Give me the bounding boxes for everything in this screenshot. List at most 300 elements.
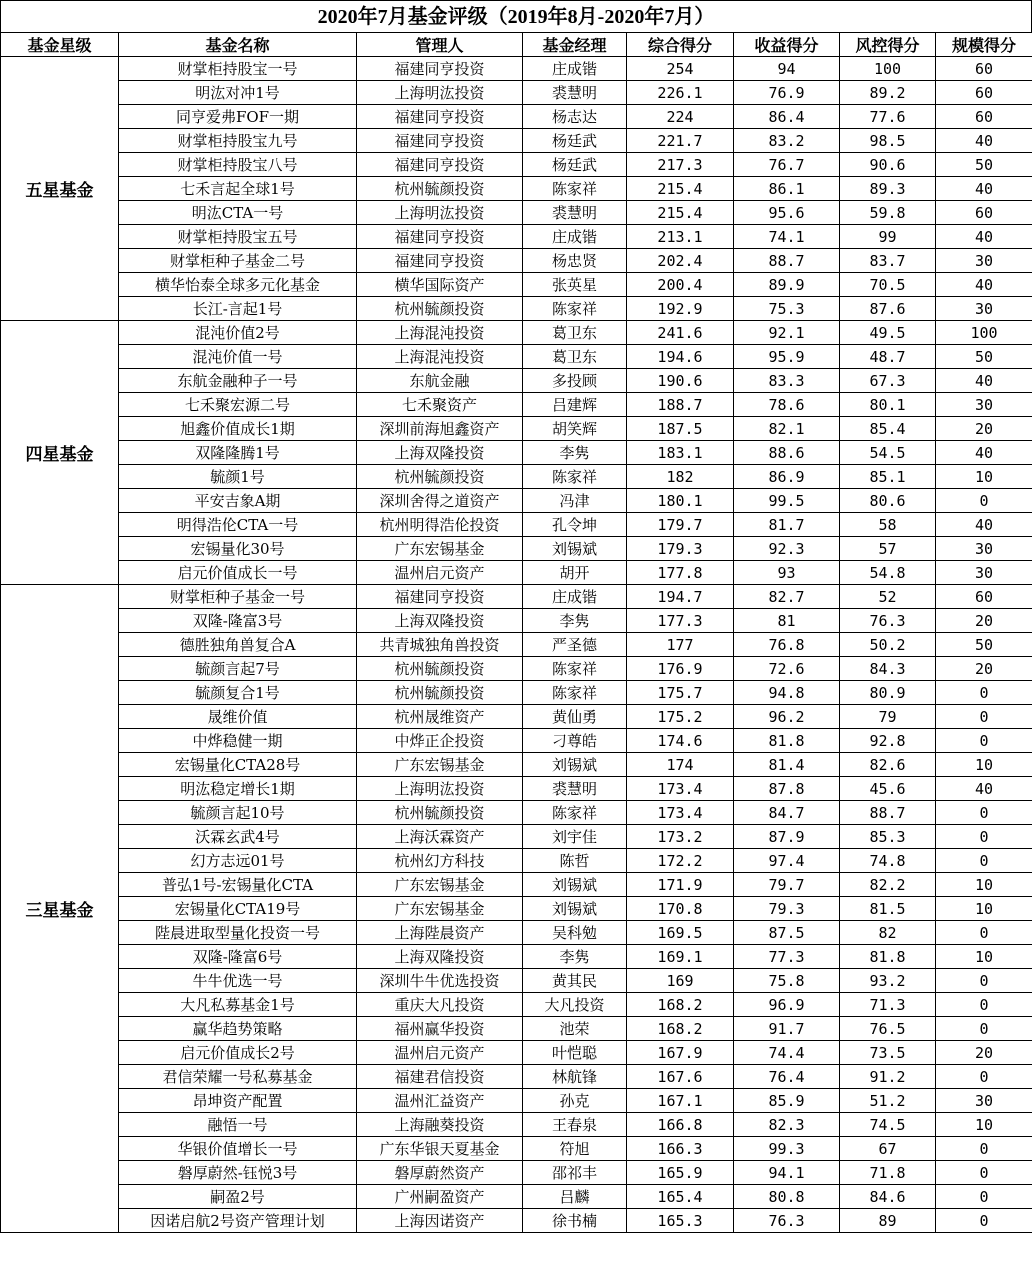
table-row xyxy=(1,1161,1032,1185)
return-score-cell: 75.8 xyxy=(734,969,840,993)
return-score-cell: 86.4 xyxy=(734,105,840,129)
return-score-cell: 76.7 xyxy=(734,153,840,177)
risk-score-cell: 50.2 xyxy=(840,633,936,657)
return-score-cell: 81.4 xyxy=(734,753,840,777)
fund-manager-cell: 张英星 xyxy=(523,273,627,297)
risk-score-cell: 90.6 xyxy=(840,153,936,177)
scale-score-cell: 0 xyxy=(936,1209,1032,1233)
total-score-cell: 221.7 xyxy=(627,129,734,153)
fund-name-cell: 长江-言起1号 xyxy=(119,297,357,321)
fund-name-cell: 财掌柜持股宝八号 xyxy=(119,153,357,177)
risk-score-cell: 89.3 xyxy=(840,177,936,201)
table-row xyxy=(1,1113,1032,1137)
return-score-cell: 79.3 xyxy=(734,897,840,921)
fund-name-cell: 宏锡量化CTA28号 xyxy=(119,753,357,777)
table-row xyxy=(1,1185,1032,1209)
fund-name-cell: 大凡私募基金1号 xyxy=(119,993,357,1017)
risk-score-cell: 80.1 xyxy=(840,393,936,417)
risk-score-cell: 84.6 xyxy=(840,1185,936,1209)
scale-score-cell: 0 xyxy=(936,993,1032,1017)
scale-score-cell: 0 xyxy=(936,729,1032,753)
return-score-cell: 76.9 xyxy=(734,81,840,105)
manager-firm-cell: 杭州毓颜投资 xyxy=(357,177,523,201)
scale-score-cell: 10 xyxy=(936,465,1032,489)
risk-score-cell: 67 xyxy=(840,1137,936,1161)
header-fund-name: 基金名称 xyxy=(119,33,357,57)
return-score-cell: 92.1 xyxy=(734,321,840,345)
fund-name-cell: 牛牛优选一号 xyxy=(119,969,357,993)
fund-name-cell: 宏锡量化30号 xyxy=(119,537,357,561)
risk-score-cell: 89.2 xyxy=(840,81,936,105)
total-score-cell: 194.6 xyxy=(627,345,734,369)
total-score-cell: 254 xyxy=(627,57,734,81)
fund-manager-cell: 刘锡斌 xyxy=(523,537,627,561)
manager-firm-cell: 福建同亨投资 xyxy=(357,585,523,609)
table-row xyxy=(1,633,1032,657)
total-score-cell: 179.7 xyxy=(627,513,734,537)
fund-manager-cell: 庄成锴 xyxy=(523,57,627,81)
manager-firm-cell: 上海双隆投资 xyxy=(357,441,523,465)
risk-score-cell: 52 xyxy=(840,585,936,609)
return-score-cell: 77.3 xyxy=(734,945,840,969)
table-row xyxy=(1,177,1032,201)
return-score-cell: 74.1 xyxy=(734,225,840,249)
total-score-cell: 177 xyxy=(627,633,734,657)
table-row xyxy=(1,249,1032,273)
scale-score-cell: 40 xyxy=(936,777,1032,801)
scale-score-cell: 0 xyxy=(936,1065,1032,1089)
table-row xyxy=(1,873,1032,897)
risk-score-cell: 89 xyxy=(840,1209,936,1233)
total-score-cell: 167.6 xyxy=(627,1065,734,1089)
scale-score-cell: 20 xyxy=(936,1041,1032,1065)
risk-score-cell: 83.7 xyxy=(840,249,936,273)
return-score-cell: 86.9 xyxy=(734,465,840,489)
return-score-cell: 83.3 xyxy=(734,369,840,393)
manager-firm-cell: 上海融葵投资 xyxy=(357,1113,523,1137)
table-row xyxy=(1,441,1032,465)
table-row xyxy=(1,153,1032,177)
total-score-cell: 174 xyxy=(627,753,734,777)
table-row xyxy=(1,129,1032,153)
return-score-cell: 82.3 xyxy=(734,1113,840,1137)
fund-manager-cell: 林航锋 xyxy=(523,1065,627,1089)
rating-table xyxy=(0,32,1032,1233)
fund-name-cell: 启元价值成长2号 xyxy=(119,1041,357,1065)
scale-score-cell: 0 xyxy=(936,921,1032,945)
star-level-cell: 三星基金 xyxy=(1,585,119,1233)
fund-name-cell: 毓颜复合1号 xyxy=(119,681,357,705)
sheet-title: 2020年7月基金评级（2019年8月-2020年7月） xyxy=(0,0,1032,32)
fund-name-cell: 混沌价值2号 xyxy=(119,321,357,345)
manager-firm-cell: 广州嗣盈资产 xyxy=(357,1185,523,1209)
scale-score-cell: 0 xyxy=(936,1017,1032,1041)
scale-score-cell: 40 xyxy=(936,273,1032,297)
table-row xyxy=(1,585,1032,609)
star-level-cell: 四星基金 xyxy=(1,321,119,585)
fund-manager-cell: 多投顾 xyxy=(523,369,627,393)
return-score-cell: 76.4 xyxy=(734,1065,840,1089)
total-score-cell: 172.2 xyxy=(627,849,734,873)
total-score-cell: 179.3 xyxy=(627,537,734,561)
return-score-cell: 82.7 xyxy=(734,585,840,609)
table-row xyxy=(1,1017,1032,1041)
scale-score-cell: 0 xyxy=(936,849,1032,873)
header-total-score: 综合得分 xyxy=(627,33,734,57)
manager-firm-cell: 七禾聚资产 xyxy=(357,393,523,417)
fund-manager-cell: 黄其民 xyxy=(523,969,627,993)
table-row xyxy=(1,465,1032,489)
fund-name-cell: 沃霖玄武4号 xyxy=(119,825,357,849)
fund-name-cell: 明得浩伦CTA一号 xyxy=(119,513,357,537)
return-score-cell: 74.4 xyxy=(734,1041,840,1065)
risk-score-cell: 54.5 xyxy=(840,441,936,465)
table-row xyxy=(1,393,1032,417)
return-score-cell: 81 xyxy=(734,609,840,633)
scale-score-cell: 60 xyxy=(936,81,1032,105)
table-row xyxy=(1,561,1032,585)
fund-name-cell: 横华怡泰全球多元化基金 xyxy=(119,273,357,297)
total-score-cell: 177.8 xyxy=(627,561,734,585)
fund-manager-cell: 池荣 xyxy=(523,1017,627,1041)
return-score-cell: 81.7 xyxy=(734,513,840,537)
header-return-score: 收益得分 xyxy=(734,33,840,57)
manager-firm-cell: 上海双隆投资 xyxy=(357,945,523,969)
fund-name-cell: 晟维价值 xyxy=(119,705,357,729)
manager-firm-cell: 杭州晟维资产 xyxy=(357,705,523,729)
return-score-cell: 75.3 xyxy=(734,297,840,321)
scale-score-cell: 60 xyxy=(936,585,1032,609)
scale-score-cell: 40 xyxy=(936,177,1032,201)
manager-firm-cell: 横华国际资产 xyxy=(357,273,523,297)
table-row xyxy=(1,1041,1032,1065)
fund-manager-cell: 徐书楠 xyxy=(523,1209,627,1233)
fund-manager-cell: 李隽 xyxy=(523,945,627,969)
risk-score-cell: 100 xyxy=(840,57,936,81)
fund-manager-cell: 裘慧明 xyxy=(523,81,627,105)
scale-score-cell: 40 xyxy=(936,225,1032,249)
manager-firm-cell: 福建同亨投资 xyxy=(357,129,523,153)
table-row xyxy=(1,945,1032,969)
manager-firm-cell: 东航金融 xyxy=(357,369,523,393)
table-row xyxy=(1,57,1032,81)
fund-manager-cell: 陈家祥 xyxy=(523,681,627,705)
risk-score-cell: 80.6 xyxy=(840,489,936,513)
risk-score-cell: 67.3 xyxy=(840,369,936,393)
scale-score-cell: 0 xyxy=(936,705,1032,729)
total-score-cell: 173.4 xyxy=(627,777,734,801)
total-score-cell: 168.2 xyxy=(627,1017,734,1041)
manager-firm-cell: 温州启元资产 xyxy=(357,1041,523,1065)
fund-manager-cell: 吕建辉 xyxy=(523,393,627,417)
total-score-cell: 166.3 xyxy=(627,1137,734,1161)
fund-name-cell: 平安吉象A期 xyxy=(119,489,357,513)
table-row xyxy=(1,489,1032,513)
fund-manager-cell: 冯津 xyxy=(523,489,627,513)
return-score-cell: 95.6 xyxy=(734,201,840,225)
manager-firm-cell: 杭州毓颜投资 xyxy=(357,465,523,489)
manager-firm-cell: 福建同亨投资 xyxy=(357,105,523,129)
manager-firm-cell: 杭州毓颜投资 xyxy=(357,681,523,705)
risk-score-cell: 85.4 xyxy=(840,417,936,441)
scale-score-cell: 20 xyxy=(936,609,1032,633)
fund-manager-cell: 胡笑辉 xyxy=(523,417,627,441)
scale-score-cell: 60 xyxy=(936,105,1032,129)
scale-score-cell: 40 xyxy=(936,513,1032,537)
manager-firm-cell: 上海明汯投资 xyxy=(357,81,523,105)
manager-firm-cell: 福建同亨投资 xyxy=(357,249,523,273)
fund-manager-cell: 庄成锴 xyxy=(523,585,627,609)
scale-score-cell: 20 xyxy=(936,417,1032,441)
return-score-cell: 95.9 xyxy=(734,345,840,369)
scale-score-cell: 60 xyxy=(936,201,1032,225)
scale-score-cell: 0 xyxy=(936,969,1032,993)
fund-manager-cell: 黄仙勇 xyxy=(523,705,627,729)
fund-manager-cell: 叶恺聪 xyxy=(523,1041,627,1065)
table-row xyxy=(1,1209,1032,1233)
scale-score-cell: 30 xyxy=(936,297,1032,321)
risk-score-cell: 49.5 xyxy=(840,321,936,345)
table-row xyxy=(1,201,1032,225)
return-score-cell: 76.8 xyxy=(734,633,840,657)
table-row xyxy=(1,705,1032,729)
risk-score-cell: 82.2 xyxy=(840,873,936,897)
risk-score-cell: 81.5 xyxy=(840,897,936,921)
total-score-cell: 169.1 xyxy=(627,945,734,969)
total-score-cell: 173.4 xyxy=(627,801,734,825)
total-score-cell: 192.9 xyxy=(627,297,734,321)
total-score-cell: 176.9 xyxy=(627,657,734,681)
table-row xyxy=(1,321,1032,345)
total-score-cell: 241.6 xyxy=(627,321,734,345)
table-row xyxy=(1,825,1032,849)
fund-name-cell: 君信荣耀一号私募基金 xyxy=(119,1065,357,1089)
risk-score-cell: 70.5 xyxy=(840,273,936,297)
risk-score-cell: 81.8 xyxy=(840,945,936,969)
manager-firm-cell: 上海双隆投资 xyxy=(357,609,523,633)
fund-manager-cell: 杨志达 xyxy=(523,105,627,129)
manager-firm-cell: 福州赢华投资 xyxy=(357,1017,523,1041)
risk-score-cell: 51.2 xyxy=(840,1089,936,1113)
manager-firm-cell: 上海混沌投资 xyxy=(357,345,523,369)
scale-score-cell: 50 xyxy=(936,153,1032,177)
manager-firm-cell: 上海明汯投资 xyxy=(357,201,523,225)
header-fund-manager: 基金经理 xyxy=(523,33,627,57)
table-row xyxy=(1,273,1032,297)
total-score-cell: 173.2 xyxy=(627,825,734,849)
fund-manager-cell: 陈家祥 xyxy=(523,801,627,825)
total-score-cell: 188.7 xyxy=(627,393,734,417)
scale-score-cell: 0 xyxy=(936,489,1032,513)
risk-score-cell: 82.6 xyxy=(840,753,936,777)
fund-manager-cell: 裘慧明 xyxy=(523,777,627,801)
risk-score-cell: 88.7 xyxy=(840,801,936,825)
header-star-level: 基金星级 xyxy=(1,33,119,57)
scale-score-cell: 50 xyxy=(936,345,1032,369)
total-score-cell: 165.4 xyxy=(627,1185,734,1209)
total-score-cell: 169.5 xyxy=(627,921,734,945)
header-risk-score: 风控得分 xyxy=(840,33,936,57)
fund-name-cell: 因诺启航2号资产管理计划 xyxy=(119,1209,357,1233)
return-score-cell: 97.4 xyxy=(734,849,840,873)
fund-name-cell: 嗣盈2号 xyxy=(119,1185,357,1209)
table-row xyxy=(1,609,1032,633)
return-score-cell: 94.8 xyxy=(734,681,840,705)
fund-name-cell: 财掌柜持股宝一号 xyxy=(119,57,357,81)
fund-manager-cell: 刘锡斌 xyxy=(523,753,627,777)
fund-manager-cell: 孔令坤 xyxy=(523,513,627,537)
risk-score-cell: 71.8 xyxy=(840,1161,936,1185)
risk-score-cell: 76.3 xyxy=(840,609,936,633)
total-score-cell: 171.9 xyxy=(627,873,734,897)
fund-manager-cell: 刘锡斌 xyxy=(523,873,627,897)
scale-score-cell: 10 xyxy=(936,897,1032,921)
risk-score-cell: 71.3 xyxy=(840,993,936,1017)
return-score-cell: 96.2 xyxy=(734,705,840,729)
total-score-cell: 183.1 xyxy=(627,441,734,465)
manager-firm-cell: 共青城独角兽投资 xyxy=(357,633,523,657)
table-row xyxy=(1,921,1032,945)
table-row xyxy=(1,297,1032,321)
fund-name-cell: 明汯对冲1号 xyxy=(119,81,357,105)
scale-score-cell: 30 xyxy=(936,1089,1032,1113)
fund-manager-cell: 李隽 xyxy=(523,441,627,465)
return-score-cell: 87.5 xyxy=(734,921,840,945)
table-body xyxy=(1,57,1032,1233)
risk-score-cell: 48.7 xyxy=(840,345,936,369)
scale-score-cell: 0 xyxy=(936,801,1032,825)
scale-score-cell: 40 xyxy=(936,369,1032,393)
manager-firm-cell: 广东宏锡基金 xyxy=(357,537,523,561)
fund-manager-cell: 陈哲 xyxy=(523,849,627,873)
manager-firm-cell: 杭州幻方科技 xyxy=(357,849,523,873)
manager-firm-cell: 广东华银天夏基金 xyxy=(357,1137,523,1161)
fund-name-cell: 宏锡量化CTA19号 xyxy=(119,897,357,921)
table-row xyxy=(1,1137,1032,1161)
return-score-cell: 76.3 xyxy=(734,1209,840,1233)
risk-score-cell: 73.5 xyxy=(840,1041,936,1065)
manager-firm-cell: 中烨正企投资 xyxy=(357,729,523,753)
risk-score-cell: 82 xyxy=(840,921,936,945)
manager-firm-cell: 深圳牛牛优选投资 xyxy=(357,969,523,993)
manager-firm-cell: 广东宏锡基金 xyxy=(357,873,523,897)
manager-firm-cell: 深圳前海旭鑫资产 xyxy=(357,417,523,441)
fund-name-cell: 毓颜言起7号 xyxy=(119,657,357,681)
scale-score-cell: 30 xyxy=(936,537,1032,561)
fund-name-cell: 东航金融种子一号 xyxy=(119,369,357,393)
risk-score-cell: 74.8 xyxy=(840,849,936,873)
fund-manager-cell: 葛卫东 xyxy=(523,321,627,345)
return-score-cell: 88.6 xyxy=(734,441,840,465)
fund-name-cell: 七禾言起全球1号 xyxy=(119,177,357,201)
fund-name-cell: 幻方志远01号 xyxy=(119,849,357,873)
return-score-cell: 85.9 xyxy=(734,1089,840,1113)
fund-name-cell: 陛晨进取型量化投资一号 xyxy=(119,921,357,945)
fund-manager-cell: 杨廷武 xyxy=(523,153,627,177)
fund-name-cell: 旭鑫价值成长1期 xyxy=(119,417,357,441)
total-score-cell: 166.8 xyxy=(627,1113,734,1137)
fund-name-cell: 财掌柜种子基金一号 xyxy=(119,585,357,609)
fund-manager-cell: 庄成锴 xyxy=(523,225,627,249)
scale-score-cell: 50 xyxy=(936,633,1032,657)
manager-firm-cell: 福建同亨投资 xyxy=(357,153,523,177)
fund-name-cell: 双隆-隆富6号 xyxy=(119,945,357,969)
return-score-cell: 99.5 xyxy=(734,489,840,513)
manager-firm-cell: 重庆大凡投资 xyxy=(357,993,523,1017)
total-score-cell: 224 xyxy=(627,105,734,129)
fund-manager-cell: 葛卫东 xyxy=(523,345,627,369)
total-score-cell: 215.4 xyxy=(627,201,734,225)
risk-score-cell: 99 xyxy=(840,225,936,249)
total-score-cell: 202.4 xyxy=(627,249,734,273)
scale-score-cell: 40 xyxy=(936,441,1032,465)
fund-manager-cell: 陈家祥 xyxy=(523,177,627,201)
manager-firm-cell: 上海陛晨资产 xyxy=(357,921,523,945)
risk-score-cell: 98.5 xyxy=(840,129,936,153)
total-score-cell: 177.3 xyxy=(627,609,734,633)
fund-name-cell: 启元价值成长一号 xyxy=(119,561,357,585)
fund-manager-cell: 陈家祥 xyxy=(523,657,627,681)
manager-firm-cell: 杭州毓颜投资 xyxy=(357,801,523,825)
fund-manager-cell: 李隽 xyxy=(523,609,627,633)
scale-score-cell: 0 xyxy=(936,681,1032,705)
scale-score-cell: 30 xyxy=(936,393,1032,417)
risk-score-cell: 57 xyxy=(840,537,936,561)
scale-score-cell: 100 xyxy=(936,321,1032,345)
return-score-cell: 99.3 xyxy=(734,1137,840,1161)
table-row xyxy=(1,225,1032,249)
fund-manager-cell: 吕麟 xyxy=(523,1185,627,1209)
return-score-cell: 87.8 xyxy=(734,777,840,801)
risk-score-cell: 87.6 xyxy=(840,297,936,321)
scale-score-cell: 10 xyxy=(936,753,1032,777)
scale-score-cell: 0 xyxy=(936,825,1032,849)
risk-score-cell: 80.9 xyxy=(840,681,936,705)
fund-name-cell: 昂坤资产配置 xyxy=(119,1089,357,1113)
table-row xyxy=(1,729,1032,753)
fund-name-cell: 融悟一号 xyxy=(119,1113,357,1137)
return-score-cell: 80.8 xyxy=(734,1185,840,1209)
risk-score-cell: 77.6 xyxy=(840,105,936,129)
fund-name-cell: 毓颜言起10号 xyxy=(119,801,357,825)
return-score-cell: 83.2 xyxy=(734,129,840,153)
manager-firm-cell: 温州汇益资产 xyxy=(357,1089,523,1113)
fund-name-cell: 双隆隆腾1号 xyxy=(119,441,357,465)
table-row xyxy=(1,681,1032,705)
fund-name-cell: 同亨爱弗FOF一期 xyxy=(119,105,357,129)
manager-firm-cell: 上海混沌投资 xyxy=(357,321,523,345)
return-score-cell: 93 xyxy=(734,561,840,585)
return-score-cell: 86.1 xyxy=(734,177,840,201)
risk-score-cell: 85.3 xyxy=(840,825,936,849)
total-score-cell: 170.8 xyxy=(627,897,734,921)
manager-firm-cell: 广东宏锡基金 xyxy=(357,897,523,921)
total-score-cell: 226.1 xyxy=(627,81,734,105)
header-scale-score: 规模得分 xyxy=(936,33,1032,57)
total-score-cell: 182 xyxy=(627,465,734,489)
manager-firm-cell: 杭州毓颜投资 xyxy=(357,657,523,681)
fund-manager-cell: 胡开 xyxy=(523,561,627,585)
manager-firm-cell: 杭州明得浩伦投资 xyxy=(357,513,523,537)
total-score-cell: 215.4 xyxy=(627,177,734,201)
table-row xyxy=(1,369,1032,393)
table-row xyxy=(1,1065,1032,1089)
return-score-cell: 96.9 xyxy=(734,993,840,1017)
risk-score-cell: 91.2 xyxy=(840,1065,936,1089)
total-score-cell: 200.4 xyxy=(627,273,734,297)
total-score-cell: 174.6 xyxy=(627,729,734,753)
table-row xyxy=(1,753,1032,777)
